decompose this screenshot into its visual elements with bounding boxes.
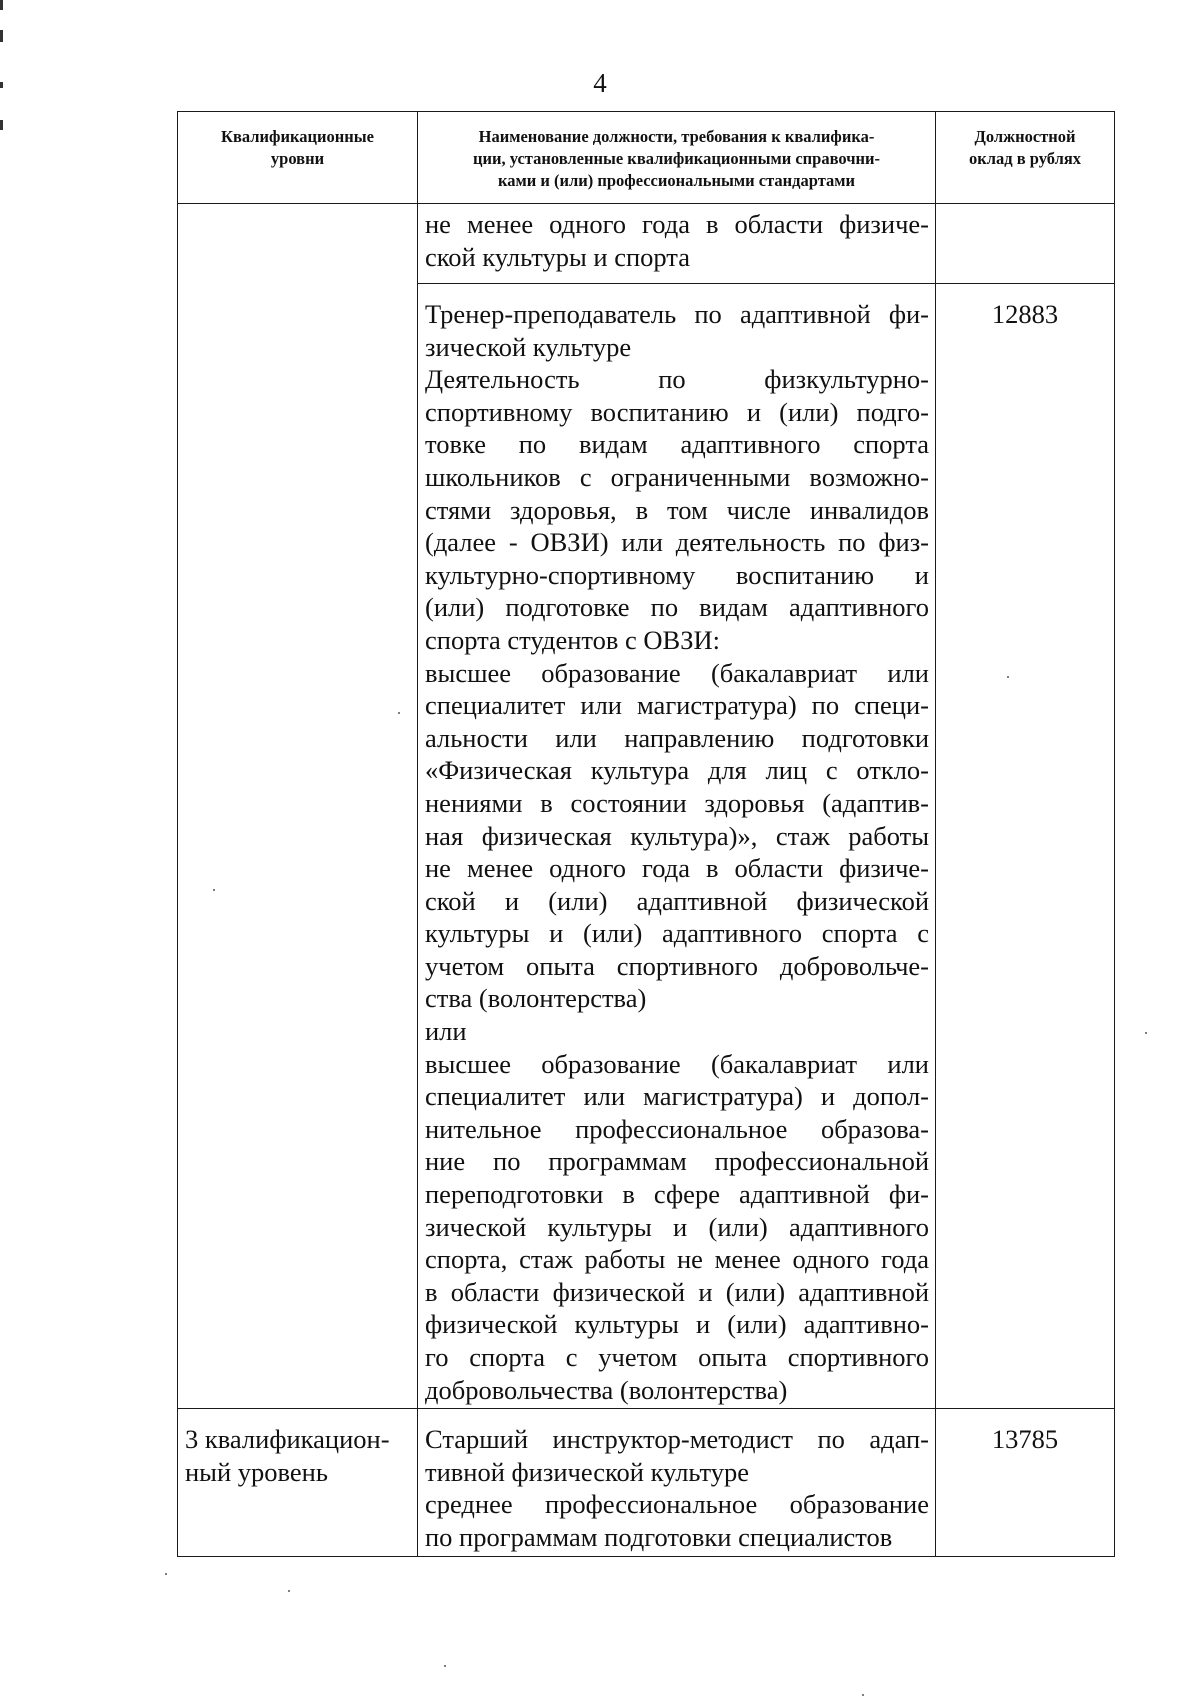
description-cell [418, 284, 936, 1409]
level-cell [178, 204, 418, 284]
text-line: тивной физической культуре [425, 1456, 749, 1487]
header-line: Наименование должности, требования к квалифика- [478, 127, 875, 146]
text-line: спорта студентов с ОВЗИ: [425, 624, 720, 655]
text-line: специалитет или магистратура) по специ- [425, 690, 929, 721]
scan-speck [1145, 1032, 1147, 1034]
text-line: ный уровень [185, 1456, 328, 1487]
qualification-table [177, 111, 1115, 1557]
text-line: учетом опыта спортивного добровольче- [425, 950, 929, 981]
text-line: физической культуры и (или) адаптивно- [425, 1309, 929, 1340]
text-line: культуры и (или) адаптивного спорта с [425, 918, 929, 949]
header-line: уровни [270, 149, 325, 168]
scan-speck [444, 1665, 446, 1667]
text-line: высшее образование (бакалавриат или [425, 657, 929, 688]
text-line: ная физическая культура)», стаж работы [425, 820, 929, 851]
header-line: Должностной [974, 127, 1076, 146]
text-line: спорта, стаж работы не менее одного года [425, 1244, 929, 1275]
text-line: товке по видам адаптивного спорта [425, 429, 929, 460]
scan-edge-mark [0, 30, 3, 42]
text-line: ние по программам профессиональной [425, 1146, 929, 1177]
scan-speck [398, 712, 400, 714]
level-text [178, 1409, 417, 1490]
text-line: школьников с ограниченными возможно- [425, 461, 929, 492]
text-line: нениями в состоянии здоровья (адаптив- [425, 787, 929, 818]
scan-speck [213, 889, 215, 891]
scan-edge-mark [0, 82, 3, 88]
text-line: (далее - ОВЗИ) или деятельность по физ- [425, 527, 929, 558]
table-row [178, 204, 1115, 284]
scan-speck [1007, 676, 1009, 678]
text-line: или [425, 1016, 467, 1047]
header-salary [936, 112, 1115, 204]
salary-cell [936, 204, 1115, 284]
table-row [178, 1409, 1115, 1556]
description-text [418, 1409, 935, 1555]
text-line: го спорта с учетом опыта спортивного [425, 1342, 929, 1372]
page-number: 4 [593, 68, 607, 98]
text-line: не менее одного года в области физиче- [425, 209, 929, 239]
salary-value: 12883 [991, 299, 1059, 329]
text-line: добровольчества (волонтерства) [425, 1374, 788, 1405]
scan-edge-mark [0, 0, 3, 10]
text-line: специалитет или магистратура) и допол- [425, 1081, 929, 1112]
description-text [418, 204, 935, 275]
header-qualification-levels [178, 112, 418, 204]
text-line: зической культуре [425, 331, 632, 362]
salary-cell [936, 284, 1115, 1409]
text-line: культурно-спортивному воспитанию и [425, 559, 929, 590]
header-position-requirements [418, 112, 936, 204]
text-line: стями здоровья, в том числе инвалидов [425, 494, 929, 525]
text-line: «Физическая культура для лиц с откло- [425, 755, 929, 786]
text-line: ской культуры и спорта [425, 241, 690, 272]
header-line: оклад в рублях [968, 149, 1082, 168]
level-cell [178, 1409, 418, 1556]
text-line: (или) подготовке по видам адаптивного [425, 592, 929, 623]
header-line: ками и (или) профессиональными стандартами [497, 171, 856, 190]
header-line: ции, установленные квалификационными справочни- [472, 149, 881, 168]
text-line: не менее одного года в области физиче- [425, 853, 929, 884]
text-line: ства (волонтерства) [425, 983, 647, 1014]
text-line: высшее образование (бакалавриат или [425, 1048, 929, 1079]
text-line: Старший инструктор-методист по адап- [425, 1424, 929, 1455]
text-line: в области физической и (или) адаптивной [425, 1276, 929, 1307]
header-line: Квалификационные [221, 127, 374, 146]
text-line: Деятельность по физкультурно- [425, 364, 929, 395]
scan-speck [165, 1573, 167, 1575]
text-line: Тренер-преподаватель по адаптивной фи- [425, 299, 929, 329]
salary-value: 13785 [991, 1424, 1059, 1455]
table-header-row [178, 112, 1115, 204]
table-row [178, 284, 1115, 1409]
text-line: альности или направлению подготовки [425, 722, 929, 753]
level-cell [178, 284, 418, 1409]
text-line: зической культуры и (или) адаптивного [425, 1211, 929, 1242]
text-line: 3 квалификацион- [185, 1424, 390, 1455]
description-cell [418, 204, 936, 284]
text-line: нительное профессиональное образова- [425, 1113, 929, 1144]
description-cell [418, 1409, 936, 1556]
text-line: среднее профессиональное образование [425, 1489, 929, 1520]
scan-speck [862, 1694, 864, 1696]
text-line: спортивному воспитанию и (или) подго- [425, 396, 929, 427]
salary-cell [936, 1409, 1115, 1556]
scan-speck [288, 1590, 290, 1592]
text-line: по программам подготовки специалистов [425, 1521, 893, 1552]
text-line: ской и (или) адаптивной физической [425, 885, 929, 916]
scan-edge-mark [0, 120, 3, 130]
description-text [418, 284, 935, 1408]
text-line: переподготовки в сфере адаптивной фи- [425, 1179, 929, 1210]
